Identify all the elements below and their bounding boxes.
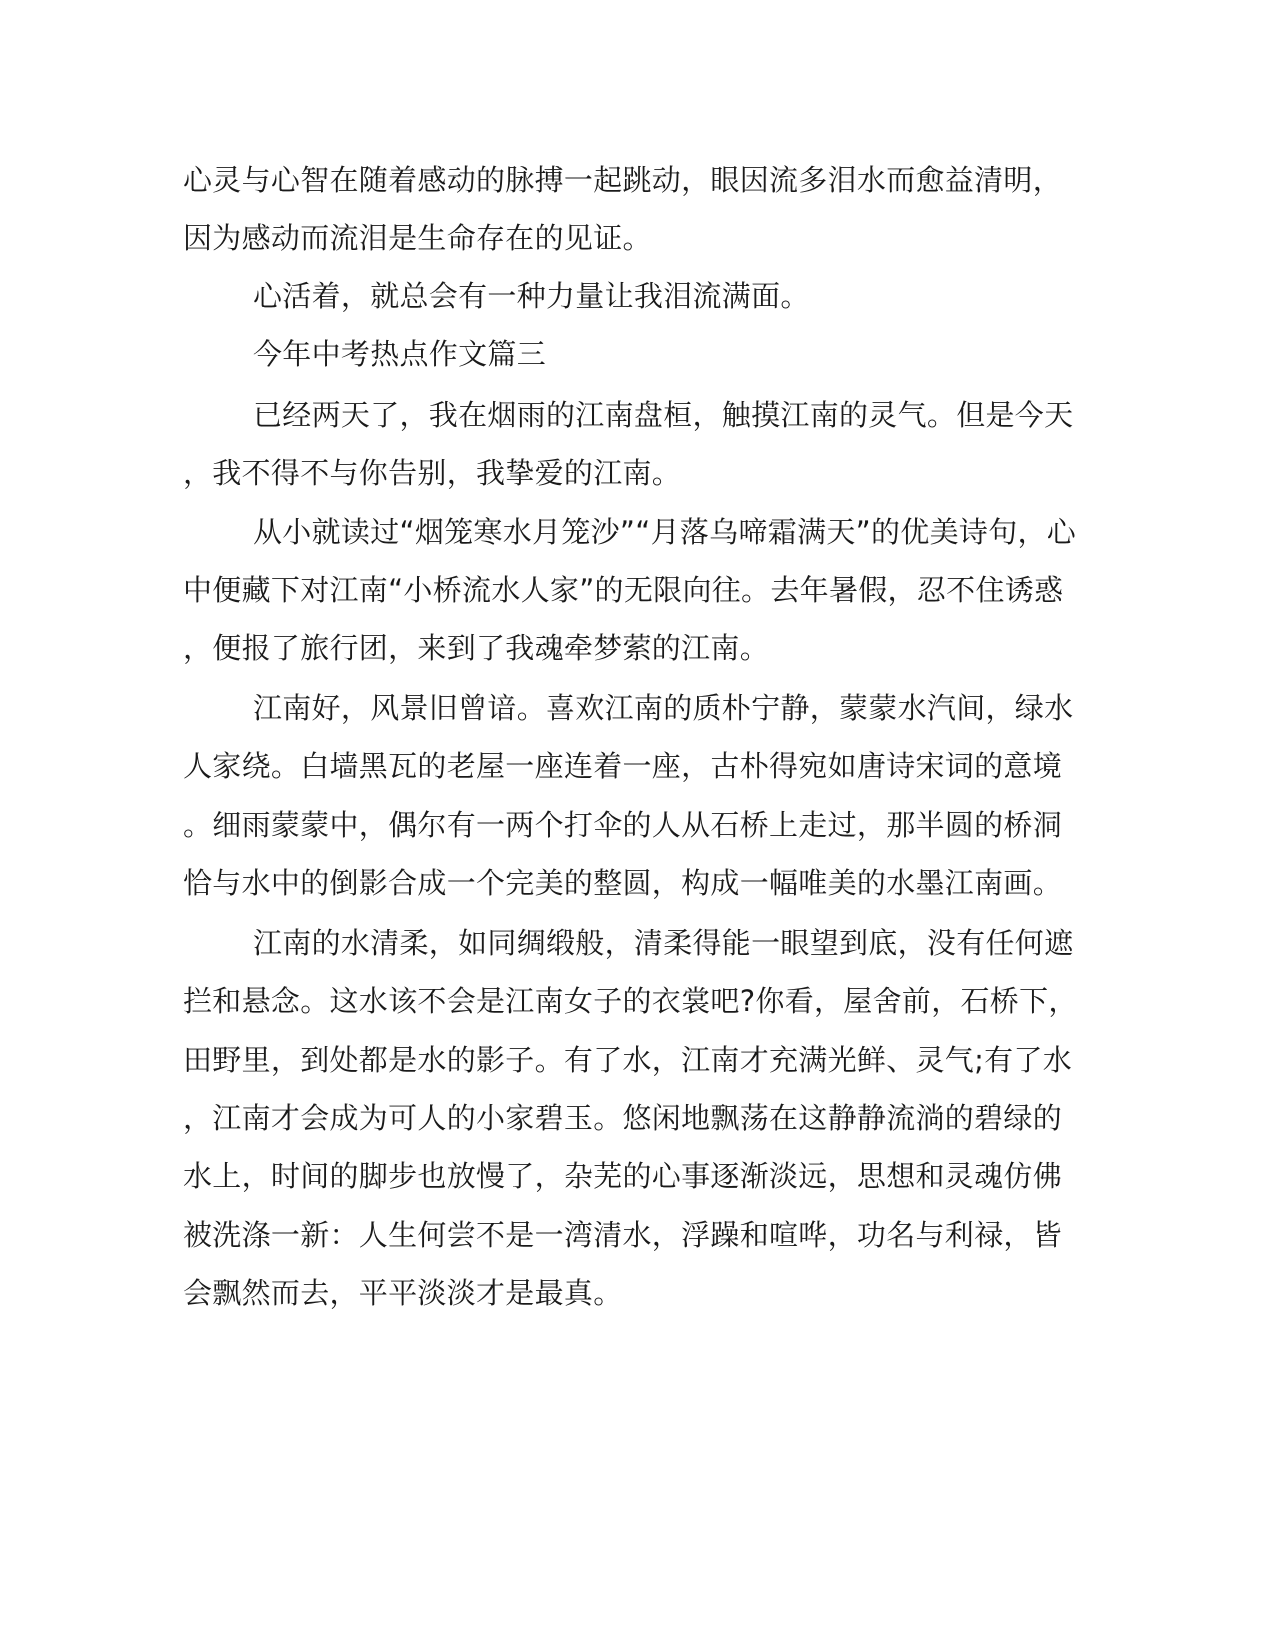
text-line: 田野里，到处都是水的影子。有了水，江南才充满光鲜、灵气;有了水 (183, 1043, 1073, 1077)
text-line: 人家绕。白墙黑瓦的老屋一座连着一座，古朴得宛如唐诗宋词的意境 (183, 749, 1063, 783)
text-line: 中便藏下对江南“小桥流水人家”的无限向往。去年暑假，忍不住诱惑 (183, 573, 1064, 607)
text-line: 心活着，就总会有一种力量让我泪流满面。 (253, 279, 810, 313)
text-line: 江南的水清柔，如同绸缎般，清柔得能一眼望到底，没有任何遮 (253, 926, 1074, 960)
section-heading: 今年中考热点作文篇三 (253, 337, 547, 371)
text-line: 会飘然而去，平平淡淡才是最真。 (183, 1276, 623, 1310)
text-line: 水上，时间的脚步也放慢了，杂芜的心事逐渐淡远，思想和灵魂仿佛 (183, 1159, 1063, 1193)
text-line: ，便报了旅行团，来到了我魂牵梦萦的江南。 (183, 631, 770, 665)
text-line: 因为感动而流泪是生命存在的见证。 (183, 221, 652, 255)
text-line: ，我不得不与你告别，我挚爱的江南。 (183, 456, 682, 490)
text-line: 。细雨蒙蒙中，偶尔有一两个打伞的人从石桥上走过，那半圆的桥洞 (183, 808, 1063, 842)
text-line: 拦和悬念。这水该不会是江南女子的衣裳吧?你看，屋舍前，石桥下， (183, 984, 1078, 1018)
text-line: 江南好，风景旧曾谙。喜欢江南的质朴宁静，蒙蒙水汽间，绿水 (253, 691, 1074, 725)
text-line: 恰与水中的倒影合成一个完美的整圆，构成一幅唯美的水墨江南画。 (183, 866, 1063, 900)
text-line: ，江南才会成为可人的小家碧玉。悠闲地飘荡在这静静流淌的碧绿的 (183, 1101, 1063, 1135)
text-line: 已经两天了，我在烟雨的江南盘桓，触摸江南的灵气。但是今天 (253, 398, 1074, 432)
text-line: 被洗涤一新：人生何尝不是一湾清水，浮躁和喧哗，功名与利禄，皆 (183, 1218, 1063, 1252)
text-line: 从小就读过“烟笼寒水月笼沙”“月落乌啼霜满天”的优美诗句，心 (253, 515, 1077, 549)
text-line: 心灵与心智在随着感动的脉搏一起跳动，眼因流多泪水而愈益清明， (183, 163, 1063, 197)
